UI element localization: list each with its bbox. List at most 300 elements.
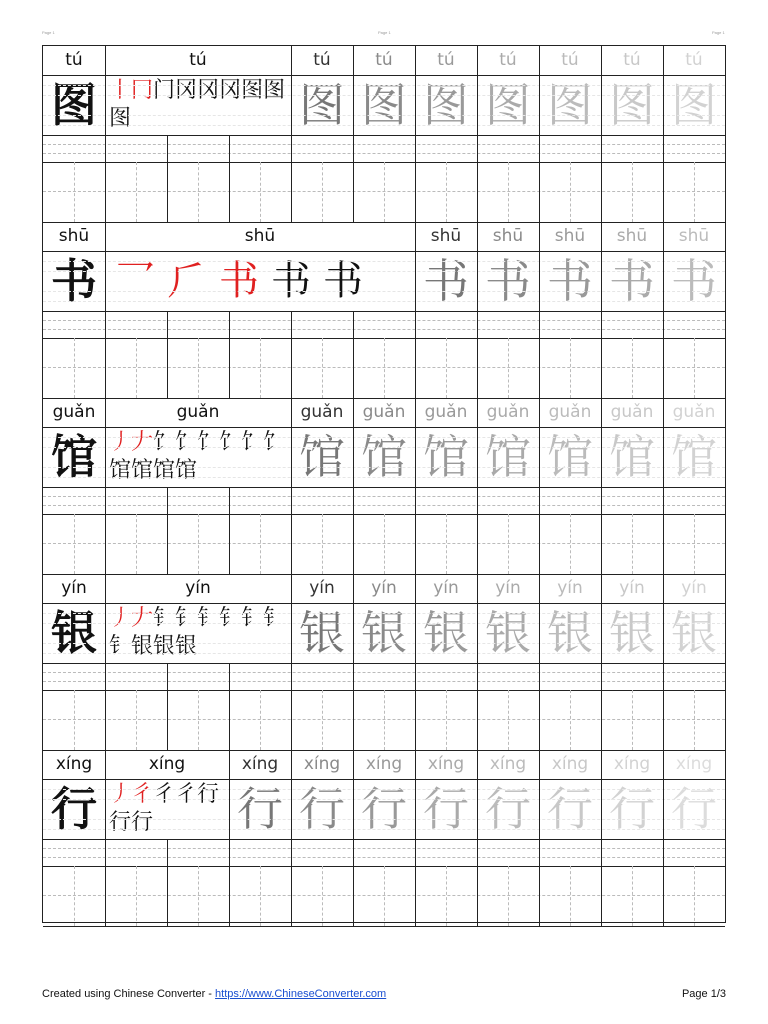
pinyin-cell: shū — [678, 226, 710, 246]
trace-character: 馆 — [485, 430, 531, 484]
trace-character: 馆 — [609, 430, 655, 484]
guide-line — [43, 271, 725, 272]
grid-line — [43, 251, 725, 252]
grid-line — [105, 574, 106, 750]
grid-line — [167, 663, 168, 750]
trace-character: 书 — [609, 254, 655, 308]
grid-line — [415, 574, 416, 750]
pinyin-cell: guǎn — [300, 402, 344, 422]
guide-line — [198, 514, 199, 574]
trace-character: 图 — [609, 78, 655, 132]
guide-line — [43, 447, 725, 448]
grid-line — [291, 398, 292, 574]
stroke-step: 馆 — [131, 458, 154, 483]
pinyin-cell: tú — [499, 50, 517, 70]
trace-character: 馆 — [299, 430, 345, 484]
guide-line — [43, 291, 725, 292]
guide-line — [43, 261, 725, 262]
guide-line — [384, 338, 385, 398]
grid-line — [167, 135, 168, 222]
guide-line — [446, 162, 447, 222]
guide-line — [136, 338, 137, 398]
guide-line — [198, 866, 199, 926]
character-row — [43, 779, 725, 839]
grid-line — [43, 320, 725, 321]
grid-line — [105, 46, 106, 222]
pinyin-cell: xíng — [303, 754, 341, 774]
guide-line — [570, 162, 571, 222]
trace-character: 银 — [361, 606, 407, 660]
guide-line — [43, 653, 725, 654]
character-row — [43, 251, 725, 311]
grid-line — [43, 681, 725, 682]
trace-character: 行 — [361, 782, 407, 836]
character-row — [43, 603, 725, 663]
pinyin-cell: guǎn — [176, 402, 220, 422]
stroke-step: 乛 — [115, 258, 167, 304]
trace-character: 馆 — [361, 430, 407, 484]
guide-line — [508, 690, 509, 750]
guide-line — [43, 125, 725, 126]
stroke-step: 钅 — [153, 606, 176, 631]
stroke-step: 丿 — [109, 782, 132, 807]
guide-line — [694, 866, 695, 926]
stroke-step: 银 — [175, 634, 198, 659]
stroke-step: 图 — [109, 106, 132, 131]
pinyin-cell: shū — [554, 226, 586, 246]
stroke-order — [105, 427, 291, 487]
trace-character: 行 — [299, 782, 345, 836]
pinyin-cell: guǎn — [548, 402, 592, 422]
guide-line — [43, 467, 725, 468]
grid-line — [291, 750, 292, 926]
stroke-step: 冈 — [175, 78, 198, 103]
guide-line — [43, 643, 725, 644]
guide-line — [74, 866, 75, 926]
grid-line — [43, 603, 725, 604]
trace-character: 馆 — [423, 430, 469, 484]
grid-line — [539, 46, 540, 222]
pinyin-cell: yín — [619, 578, 645, 598]
pinyin-cell: guǎn — [486, 402, 530, 422]
pinyin-cell: guǎn — [672, 402, 716, 422]
stroke-order — [105, 603, 291, 663]
stroke-step: 银 — [153, 634, 176, 659]
trace-character: 图 — [547, 78, 593, 132]
grid-line — [663, 574, 664, 750]
trace-character: 行 — [609, 782, 655, 836]
grid-line — [43, 839, 725, 840]
stroke-step: ⺁ — [167, 258, 219, 304]
trace-character: 行 — [547, 782, 593, 836]
pinyin-cell: xíng — [427, 754, 465, 774]
guide-line — [74, 514, 75, 574]
guide-line — [322, 162, 323, 222]
guide-line — [43, 95, 725, 96]
guide-line — [43, 829, 725, 830]
guide-line — [43, 437, 725, 438]
grid-line — [539, 574, 540, 750]
pinyin-cell: tú — [313, 50, 331, 70]
pinyin-cell: tú — [65, 50, 83, 70]
stroke-step: 饣 — [153, 430, 176, 455]
grid-line — [229, 750, 230, 926]
guide-line — [694, 514, 695, 574]
guide-line — [322, 338, 323, 398]
grid-line — [229, 487, 230, 574]
stroke-step: 饣 — [263, 430, 286, 455]
guide-line — [260, 514, 261, 574]
grid-line — [229, 135, 230, 222]
grid-line — [539, 750, 540, 926]
trace-character: 图 — [485, 78, 531, 132]
pinyin-cell: tú — [685, 50, 703, 70]
grid-line — [43, 848, 725, 849]
guide-line — [446, 338, 447, 398]
trace-character: 图 — [361, 78, 407, 132]
pinyin-cell: guǎn — [52, 402, 96, 422]
guide-line — [632, 866, 633, 926]
stroke-step: 冈 — [197, 78, 220, 103]
grid-line — [43, 329, 725, 330]
guide-line — [198, 338, 199, 398]
guide-line — [570, 690, 571, 750]
guide-line — [74, 338, 75, 398]
guide-line — [136, 866, 137, 926]
footer-link[interactable]: https://www.ChineseConverter.com — [215, 988, 387, 1000]
guide-line — [632, 690, 633, 750]
char-block — [43, 222, 725, 398]
grid-line — [167, 487, 168, 574]
char-block — [43, 574, 725, 750]
guide-line — [198, 690, 199, 750]
char-block — [43, 750, 725, 926]
guide-line — [322, 514, 323, 574]
footer — [42, 988, 726, 1000]
trace-character: 银 — [299, 606, 345, 660]
pinyin-cell: tú — [437, 50, 455, 70]
trace-character: 书 — [485, 254, 531, 308]
char-block — [43, 46, 725, 222]
guide-line — [74, 162, 75, 222]
pinyin-row — [43, 46, 725, 75]
trace-character: 银 — [485, 606, 531, 660]
stroke-step: 钅 — [197, 606, 220, 631]
grid-line — [353, 574, 354, 750]
pinyin-cell: shū — [492, 226, 524, 246]
guide-line — [446, 690, 447, 750]
grid-line — [105, 398, 106, 574]
guide-line — [260, 690, 261, 750]
model-character: 行 — [51, 782, 97, 836]
guide-line — [322, 690, 323, 750]
stroke-step: 图 — [241, 78, 264, 103]
stroke-step: 行 — [197, 782, 220, 807]
pinyin-cell: yín — [185, 578, 211, 598]
grid-line — [601, 750, 602, 926]
model-character: 图 — [51, 78, 97, 132]
grid-line — [415, 222, 416, 398]
grid-line — [43, 427, 725, 428]
stroke-step: 丿 — [109, 430, 132, 455]
stroke-step: 饣 — [219, 430, 242, 455]
grid-line — [415, 46, 416, 222]
stroke-order — [105, 75, 291, 135]
guide-line — [384, 514, 385, 574]
model-character: 书 — [51, 254, 97, 308]
stroke-step: 钅 — [109, 634, 132, 659]
pinyin-cell: xíng — [241, 754, 279, 774]
trace-character: 行 — [237, 782, 283, 836]
grid-line — [477, 46, 478, 222]
grid-line — [43, 779, 725, 780]
trace-character: 银 — [547, 606, 593, 660]
pinyin-cell: xíng — [613, 754, 651, 774]
guide-line — [43, 789, 725, 790]
stroke-step: 彳 — [175, 782, 198, 807]
guide-line — [43, 85, 725, 86]
grid-line — [43, 135, 725, 136]
stroke-step: 钅 — [241, 606, 264, 631]
trace-character: 馆 — [547, 430, 593, 484]
trace-character: 书 — [671, 254, 717, 308]
char-block — [43, 398, 725, 574]
pinyin-cell: xíng — [148, 754, 186, 774]
guide-line — [570, 866, 571, 926]
grid-line — [477, 574, 478, 750]
pinyin-cell: tú — [623, 50, 641, 70]
pinyin-row — [43, 398, 725, 427]
pinyin-cell: tú — [375, 50, 393, 70]
guide-line — [260, 338, 261, 398]
guide-line — [694, 338, 695, 398]
stroke-step: 图 — [263, 78, 286, 103]
pinyin-cell: xíng — [551, 754, 589, 774]
pinyin-cell: shū — [244, 226, 276, 246]
pinyin-cell: shū — [58, 226, 90, 246]
grid-line — [43, 663, 725, 664]
grid-line — [477, 750, 478, 926]
guide-line — [136, 514, 137, 574]
guide-line — [446, 866, 447, 926]
grid-line — [415, 750, 416, 926]
stroke-step: 钅 — [175, 606, 198, 631]
footer-credit: Created using Chinese Converter - — [42, 988, 216, 1000]
grid-line — [663, 46, 664, 222]
stroke-step: 钅 — [263, 606, 286, 631]
stroke-step: 馆 — [153, 458, 176, 483]
grid-line — [43, 153, 725, 154]
guide-line — [632, 162, 633, 222]
stroke-step: 𠂇 — [131, 430, 154, 455]
guide-line — [198, 162, 199, 222]
guide-line — [74, 690, 75, 750]
pinyin-cell: xíng — [55, 754, 93, 774]
guide-line — [570, 514, 571, 574]
trace-character: 馆 — [671, 430, 717, 484]
trace-character: 图 — [671, 78, 717, 132]
pinyin-row — [43, 222, 725, 251]
guide-line — [694, 162, 695, 222]
trace-character: 银 — [423, 606, 469, 660]
pinyin-cell: tú — [561, 50, 579, 70]
guide-line — [43, 623, 725, 624]
pinyin-cell: tú — [189, 50, 207, 70]
grid-line — [353, 311, 354, 398]
character-row — [43, 75, 725, 135]
grid-line — [229, 663, 230, 750]
pinyin-cell: yín — [495, 578, 521, 598]
grid-line — [43, 487, 725, 488]
trace-character: 书 — [547, 254, 593, 308]
pinyin-cell: xíng — [489, 754, 527, 774]
grid-line — [663, 750, 664, 926]
grid-line — [601, 222, 602, 398]
guide-line — [632, 514, 633, 574]
guide-line — [43, 477, 725, 478]
grid-line — [291, 311, 292, 398]
guide-line — [508, 866, 509, 926]
stroke-step: 钅 — [219, 606, 242, 631]
pinyin-cell: shū — [430, 226, 462, 246]
stroke-step: 饣 — [241, 430, 264, 455]
pinyin-cell: guǎn — [362, 402, 406, 422]
grid-line — [291, 574, 292, 750]
model-character: 馆 — [51, 430, 97, 484]
grid-line — [43, 311, 725, 312]
trace-character: 银 — [671, 606, 717, 660]
grid-line — [663, 398, 664, 574]
grid-line — [601, 574, 602, 750]
grid-line — [167, 839, 168, 926]
stroke-step: 冂 — [131, 78, 154, 103]
guide-line — [43, 819, 725, 820]
model-character: 银 — [51, 606, 97, 660]
trace-character: 书 — [423, 254, 469, 308]
guide-line — [508, 514, 509, 574]
grid-line — [539, 398, 540, 574]
grid-line — [291, 46, 292, 222]
stroke-step: 馆 — [175, 458, 198, 483]
grid-line — [167, 311, 168, 398]
grid-line — [601, 46, 602, 222]
stroke-step: 彳 — [131, 782, 154, 807]
guide-line — [136, 162, 137, 222]
pinyin-row — [43, 574, 725, 603]
trace-character: 图 — [423, 78, 469, 132]
pinyin-cell: yín — [681, 578, 707, 598]
page-header-right: Page 1 — [712, 30, 725, 35]
pinyin-cell: shū — [616, 226, 648, 246]
pinyin-cell: yín — [309, 578, 335, 598]
page-number: Page 1/3 — [681, 988, 726, 1000]
trace-character: 图 — [299, 78, 345, 132]
guide-line — [446, 514, 447, 574]
pinyin-cell: guǎn — [424, 402, 468, 422]
pinyin-row — [43, 750, 725, 779]
pinyin-cell: yín — [61, 578, 87, 598]
guide-line — [43, 613, 725, 614]
grid-line — [43, 144, 725, 145]
grid-line — [353, 398, 354, 574]
guide-line — [508, 162, 509, 222]
practice-sheet — [42, 45, 726, 923]
guide-line — [508, 338, 509, 398]
trace-character: 行 — [485, 782, 531, 836]
pinyin-cell: yín — [371, 578, 397, 598]
stroke-step: 丿 — [109, 606, 132, 631]
stroke-step: 彳 — [153, 782, 176, 807]
page-header-center: Page 1 — [378, 30, 391, 35]
pinyin-cell: yín — [433, 578, 459, 598]
pinyin-cell: xíng — [675, 754, 713, 774]
stroke-step: 丨 — [109, 78, 132, 103]
guide-line — [322, 866, 323, 926]
trace-character: 行 — [423, 782, 469, 836]
guide-line — [570, 338, 571, 398]
grid-line — [105, 222, 106, 398]
stroke-step: 银 — [131, 634, 154, 659]
grid-line — [43, 496, 725, 497]
stroke-step: 饣 — [175, 430, 198, 455]
pinyin-cell: guǎn — [610, 402, 654, 422]
grid-line — [43, 75, 725, 76]
guide-line — [43, 799, 725, 800]
trace-character: 银 — [609, 606, 655, 660]
grid-line — [663, 222, 664, 398]
page-header-left: Page 1 — [42, 30, 55, 35]
grid-line — [43, 926, 725, 927]
grid-line — [43, 672, 725, 673]
stroke-order — [105, 251, 415, 311]
trace-character: 行 — [671, 782, 717, 836]
grid-line — [43, 505, 725, 506]
grid-line — [477, 222, 478, 398]
grid-line — [601, 398, 602, 574]
character-row — [43, 427, 725, 487]
grid-line — [229, 311, 230, 398]
grid-line — [539, 222, 540, 398]
stroke-step: 行 — [131, 810, 154, 835]
stroke-step: 书 — [219, 258, 271, 304]
stroke-step: 行 — [109, 810, 132, 835]
grid-line — [105, 750, 106, 926]
stroke-order — [105, 779, 229, 839]
grid-line — [477, 398, 478, 574]
guide-line — [384, 690, 385, 750]
guide-line — [384, 162, 385, 222]
stroke-step: 门 — [153, 78, 176, 103]
guide-line — [260, 162, 261, 222]
pinyin-cell: xíng — [365, 754, 403, 774]
guide-line — [43, 115, 725, 116]
stroke-step: 书 — [323, 258, 375, 304]
stroke-step: 饣 — [197, 430, 220, 455]
guide-line — [384, 866, 385, 926]
grid-line — [43, 857, 725, 858]
guide-line — [43, 301, 725, 302]
stroke-step: 馆 — [109, 458, 132, 483]
grid-line — [353, 750, 354, 926]
pinyin-cell: yín — [557, 578, 583, 598]
guide-line — [632, 338, 633, 398]
grid-line — [415, 398, 416, 574]
grid-line — [353, 46, 354, 222]
stroke-step: 𠂇 — [131, 606, 154, 631]
stroke-step: 书 — [271, 258, 323, 304]
guide-line — [136, 690, 137, 750]
guide-line — [694, 690, 695, 750]
